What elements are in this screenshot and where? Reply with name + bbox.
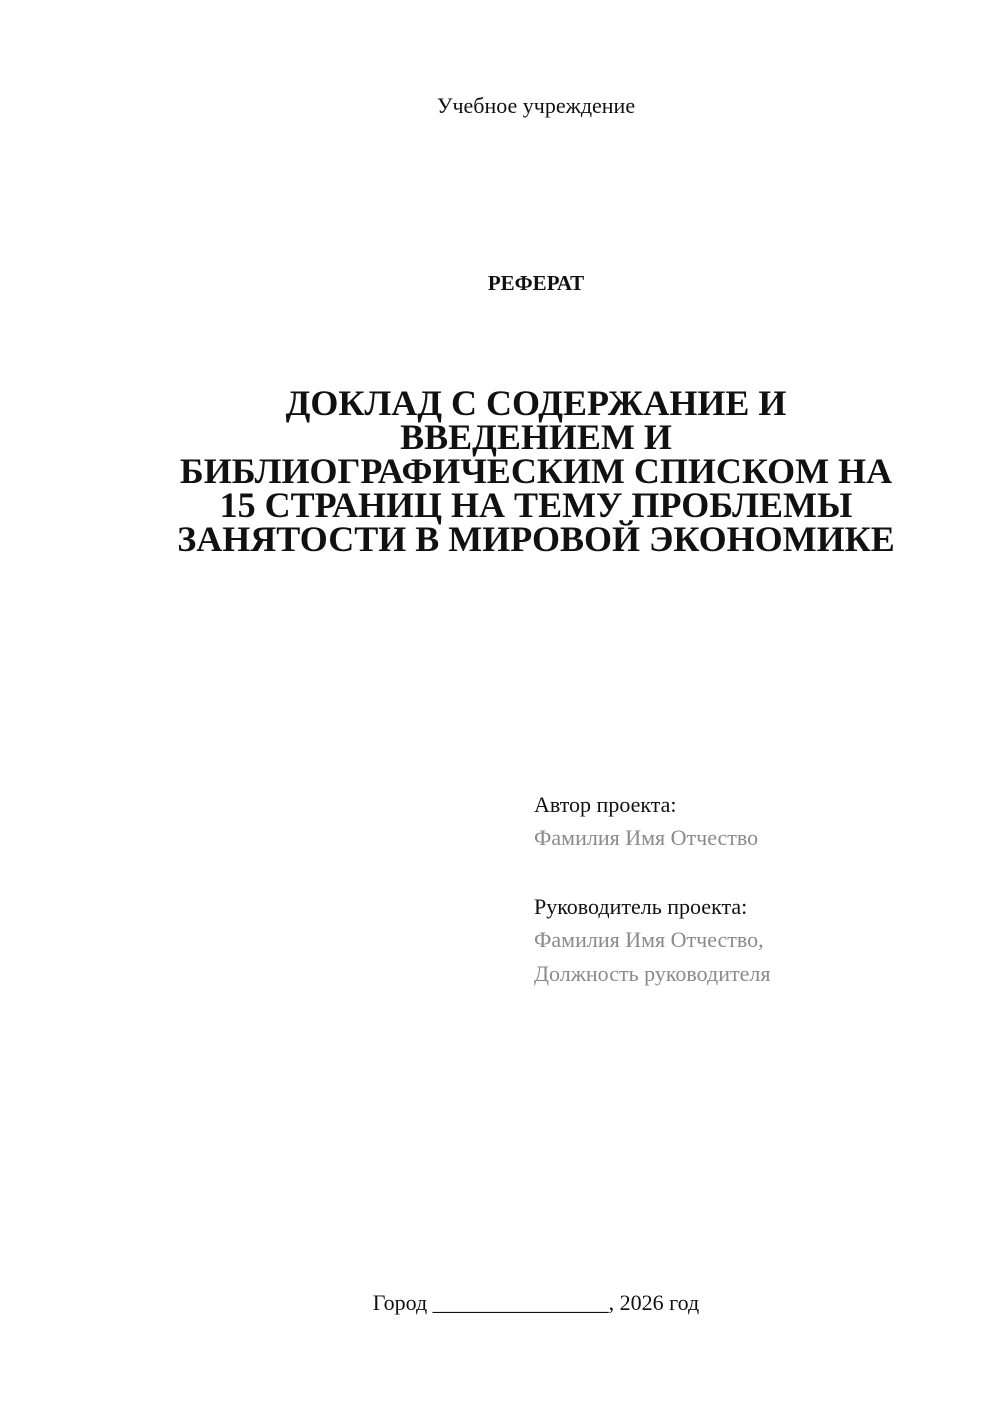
- title-line: 15 СТРАНИЦ НА ТЕМУ ПРОБЛЕМЫ: [219, 485, 853, 525]
- author-label: Автор проекта:: [534, 792, 677, 817]
- document-title: [130, 383, 942, 559]
- supervisor-label: Руководитель проекта:: [534, 894, 748, 919]
- city-year-line: Город ________________, 2026 год: [372, 1290, 700, 1315]
- title-line: ЗАНЯТОСТИ В МИРОВОЙ ЭКОНОМИКЕ: [177, 519, 895, 559]
- title-line: ВВЕДЕНИЕМ И: [400, 417, 672, 457]
- title-line: БИБЛИОГРАФИЧЕСКИМ СПИСКОМ НА: [179, 451, 893, 491]
- signature-block: [534, 789, 974, 991]
- title-line: ДОКЛАД С СОДЕРЖАНИЕ И: [285, 383, 787, 423]
- document-type: РЕФЕРАТ: [487, 271, 585, 295]
- institution-name: Учебное учреждение: [436, 93, 636, 118]
- supervisor-name: Фамилия Имя Отчество,: [534, 927, 764, 952]
- author-name: Фамилия Имя Отчество: [534, 825, 759, 850]
- supervisor-position: Должность руководителя: [534, 961, 771, 986]
- signature-spacer: [534, 855, 974, 891]
